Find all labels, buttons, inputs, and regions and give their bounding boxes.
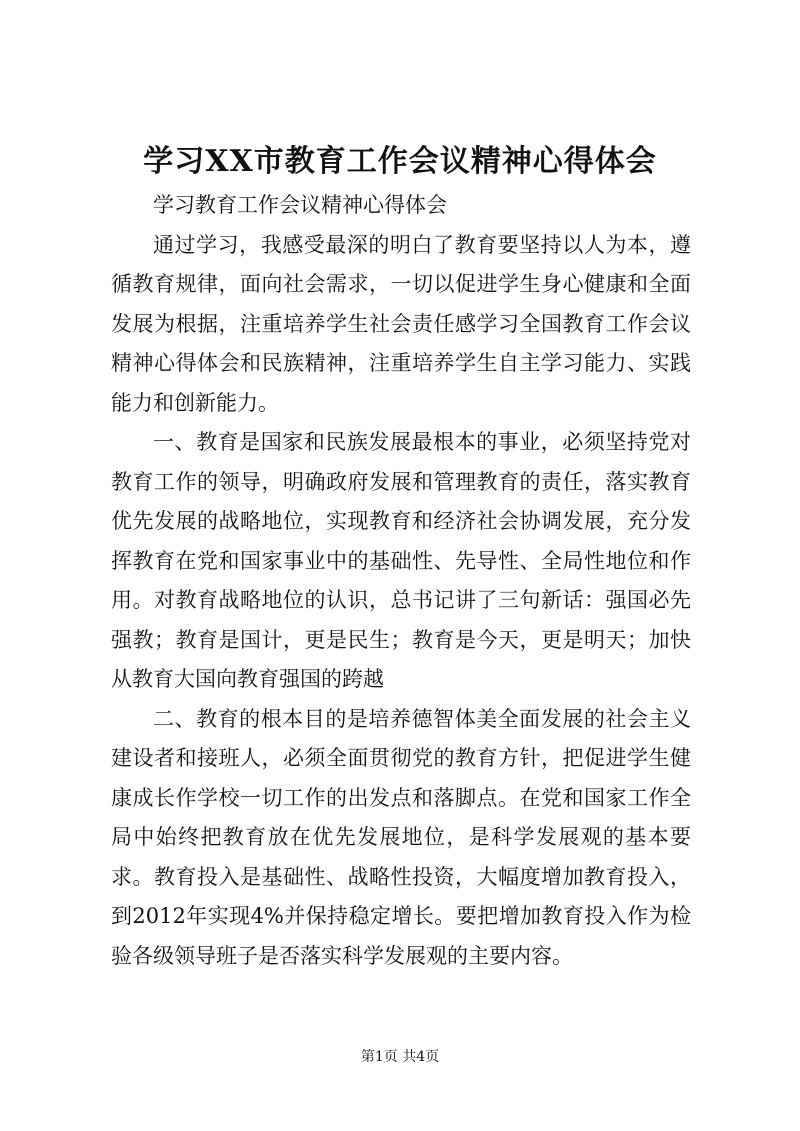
page-footer: 第1页 共4页 — [360, 1049, 440, 1065]
paragraph-section-one: 一、教育是国家和民族发展最根本的事业，必须坚持党对教育工作的领导，明确政府发展和管理教育的责任，落实教育优先发展的战略地位，实现教育和经济社会协调发展，充分发挥教育在党和国家事业中的基础性、先导性、全局性地位和作用。对教育战略地位的认识，总书记讲了三句新话：强国必先强教；教育是国计，更是民生；教育是今天，更是明天；加快从教育大国向教育强国的跨越 — [111, 430, 691, 691]
document-title: 学习XX市教育工作会议精神心得体会 — [143, 144, 657, 179]
paragraph-section-two: 二、教育的根本目的是培养德智体美全面发展的社会主义建设者和接班人，必须全面贯彻党的教育方针，把促进学生健康成长作学校一切工作的出发点和落脚点。在党和国家工作全局中始终把教育放在优先发展地位，是科学发展观的基本要求。教育投入是基础性、战略性投资，大幅度增加教育投入，到2012年实现4%并保持稳定增长。要把增加教育投入作为检验各级领导班子是否落实科学发展观的主要内容。 — [111, 706, 691, 968]
document-body — [111, 186, 691, 976]
paragraph-intro: 通过学习，我感受最深的明白了教育要坚持以人为本，遵循教育规律，面向社会需求，一切以促进学生身心健康和全面发展为根据，注重培养学生社会责任感学习全国教育工作会议精神心得体会和民族精神，注重培养学生自主学习能力、实践能力和创新能力。 — [111, 232, 691, 415]
paragraph-subtitle: 学习教育工作会议精神心得体会 — [153, 193, 447, 217]
